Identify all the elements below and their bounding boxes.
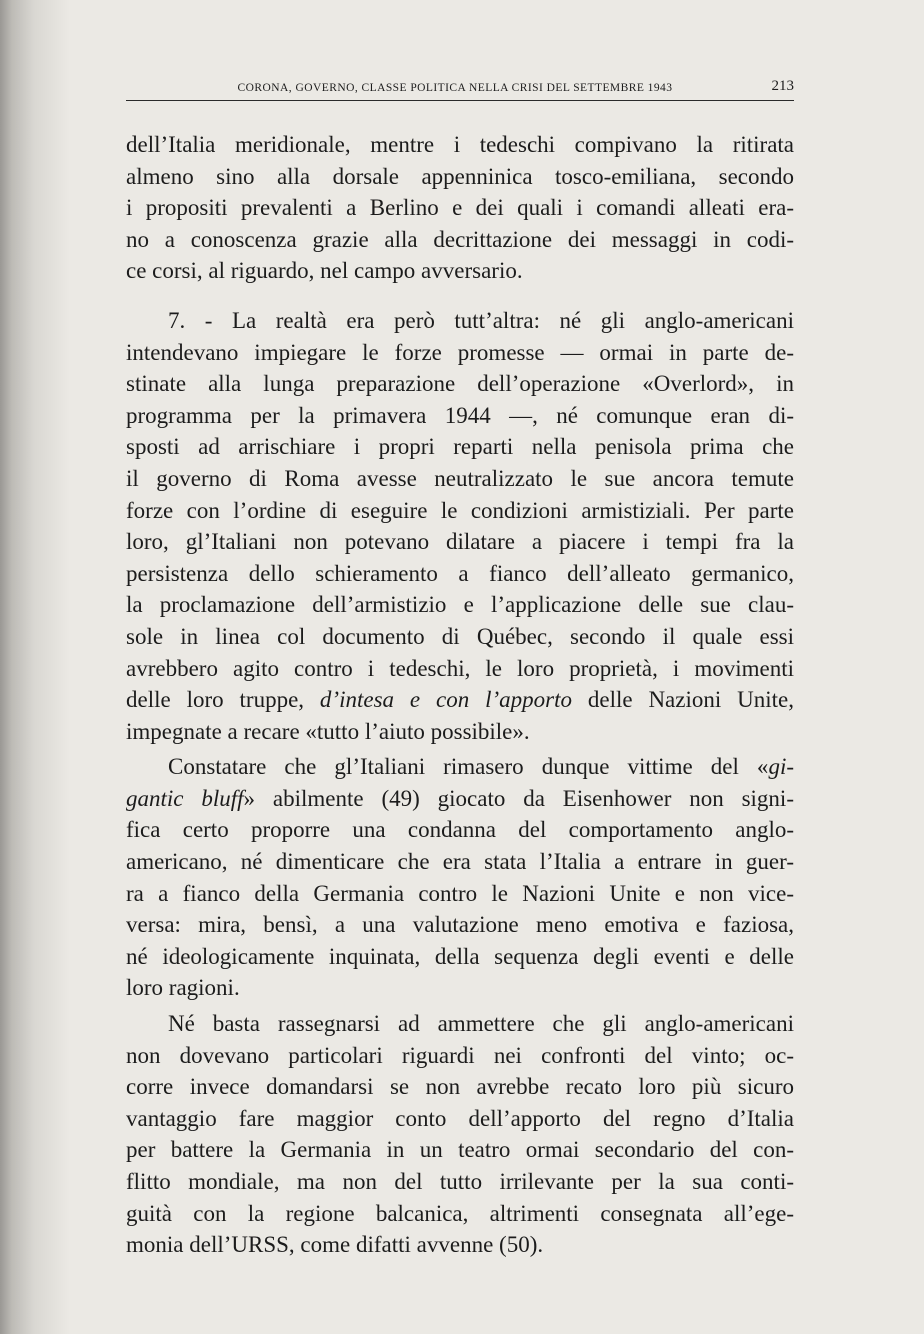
text-line: dell’Italia meridionale, mentre i tedeschi compivano la ritirata — [126, 132, 794, 157]
page-gutter-shadow — [0, 0, 70, 1334]
text-line: 7. - La realtà era però tutt’altra: né gli anglo-americani — [168, 307, 794, 333]
text-line: non dovevano particolari riguardi nei confronti del vinto; oc- — [126, 1042, 794, 1068]
text-segment: delle loro truppe, — [126, 687, 320, 713]
paragraph-2 — [126, 305, 794, 747]
text-line: no a conoscenza grazie alla decrittazione dei messaggi in codi- — [126, 226, 794, 252]
text-segment: Constatare che gl’Italiani rimasero dunque vittime del « — [168, 754, 769, 780]
text-line: Né basta rassegnarsi ad ammettere che gli anglo-americani — [168, 1011, 794, 1037]
page-number: 213 — [771, 78, 794, 94]
book-page — [126, 78, 794, 1261]
text-line: ra a fianco della Germania contro le Nazioni Unite e non vice- — [126, 880, 794, 906]
running-title: CORONA, GOVERNO, CLASSE POLITICA NELLA CRISI DEL SETTEMBRE 1943 — [237, 82, 673, 94]
italic-phrase: d’intesa e con l’apporto — [319, 687, 572, 713]
text-line: vantaggio fare maggior conto dell’apporto del regno d’Italia — [126, 1105, 794, 1131]
paragraph-1 — [126, 129, 794, 287]
paragraph-3 — [126, 751, 794, 1004]
text-line-mixed — [126, 684, 794, 716]
text-line: guità con la regione balcanica, altrimenti consegnata all’ege- — [126, 1200, 794, 1226]
text-line: fica certo proporre una condanna del comportamento anglo- — [126, 817, 794, 843]
paragraph-4 — [126, 1008, 794, 1261]
text-line: né ideologicamente inquinata, della sequenza degli eventi e delle — [126, 943, 794, 969]
text-line: stinate alla lunga preparazione dell’operazione «Overlord», in — [126, 371, 794, 397]
text-line: almeno sino alla dorsale appenninica tosco-emiliana, secondo — [126, 163, 794, 189]
text-line: i propositi prevalenti a Berlino e dei quali i comandi alleati era- — [126, 195, 794, 221]
text-line: per battere la Germania in un teatro ormai secondario del con- — [126, 1137, 794, 1163]
text-line: programma per la primavera 1944 —, né comunque eran di- — [126, 402, 794, 428]
text-line: loro, gl’Italiani non potevano dilatare a piacere i tempi fra la — [126, 529, 794, 555]
text-line: ce corsi, al riguardo, nel campo avversario. — [126, 258, 523, 284]
text-line: sole in linea col documento di Québec, secondo il quale essi — [126, 623, 794, 649]
text-line: corre invece domandarsi se non avrebbe recato loro più sicuro — [126, 1074, 794, 1100]
text-line: loro ragioni. — [126, 975, 240, 1001]
text-line-mixed — [126, 751, 794, 783]
text-line: il governo di Roma avesse neutralizzato le sue ancora temute — [126, 465, 794, 491]
text-line: intendevano impiegare le forze promesse — ormai in parte de- — [126, 339, 794, 365]
text-line: versa: mira, bensì, a una valutazione meno emotiva e faziosa, — [126, 912, 794, 938]
text-line: la proclamazione dell’armistizio e l’applicazione delle sue clau- — [126, 592, 794, 618]
italic-phrase: gantic bluff — [126, 785, 244, 811]
text-line: flitto mondiale, ma non del tutto irrilevante per la sua conti- — [126, 1169, 794, 1194]
text-line: forze con l’ordine di eseguire le condizioni armistiziali. Per parte — [126, 497, 794, 523]
text-line: monia dell’URSS, come difatti avvenne (50). — [126, 1232, 544, 1258]
running-head — [126, 78, 794, 101]
body-text — [126, 129, 794, 1261]
text-line: sposti ad arrischiare i propri reparti nella penisola prima che — [126, 434, 794, 460]
text-line: avrebbero agito contro i tedeschi, le loro proprietà, i movimenti — [126, 655, 794, 681]
italic-phrase: gi- — [768, 754, 794, 780]
text-segment: delle Nazioni Unite, — [571, 687, 794, 713]
text-line: impegnate a recare «tutto l’aiuto possibile». — [126, 718, 530, 744]
text-segment: » abilmente (49) giocato da Eisenhower non signi- — [243, 785, 794, 811]
text-line-mixed — [126, 783, 794, 815]
text-line: persistenza dello schieramento a fianco dell’alleato germanico, — [126, 560, 794, 586]
text-line: americano, né dimenticare che era stata l’Italia a entrare in guer- — [126, 849, 794, 875]
